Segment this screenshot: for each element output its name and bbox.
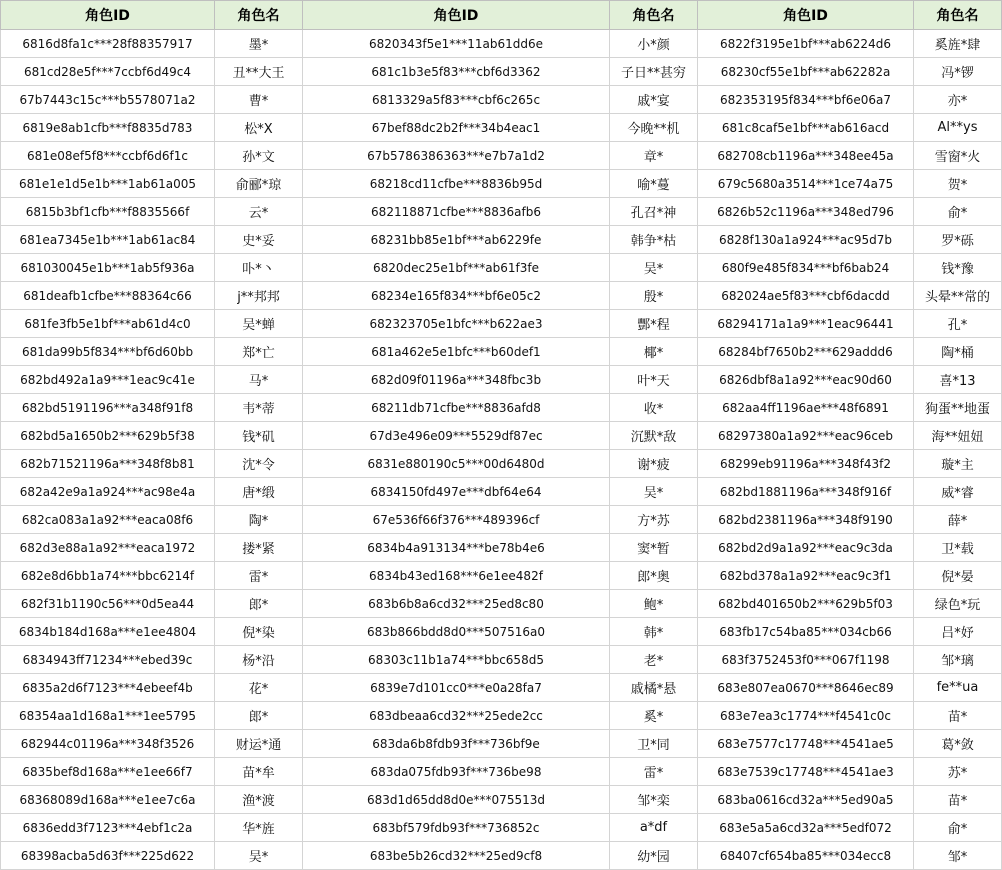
role-id-cell: 6834150fd497e***dbf64e64 [303, 478, 610, 506]
role-name-cell: 曹* [215, 86, 303, 114]
role-name-cell: 殷* [610, 282, 698, 310]
role-name-cell: 苗* [914, 702, 1002, 730]
role-id-cell: 682d09f01196a***348fbc3b [303, 366, 610, 394]
role-name-cell: 华*旌 [215, 814, 303, 842]
role-name-cell: 苗*牟 [215, 758, 303, 786]
role-name-cell: 冯*锣 [914, 58, 1002, 86]
role-id-cell: 680f9e485f834***bf6bab24 [698, 254, 914, 282]
table-row [1, 394, 1002, 422]
role-id-cell: 68234e165f834***bf6e05c2 [303, 282, 610, 310]
role-id-cell: 6834943ff71234***ebed39c [1, 646, 215, 674]
table-row [1, 562, 1002, 590]
header-role-name-2: 角色名 [610, 1, 698, 30]
role-name-cell: 奚* [610, 702, 698, 730]
table-row [1, 730, 1002, 758]
role-id-cell: 68299eb91196a***348f43f2 [698, 450, 914, 478]
role-name-cell: 钱*豫 [914, 254, 1002, 282]
role-id-cell: 681c1b3e5f83***cbf6d3362 [303, 58, 610, 86]
role-id-cell: 683d1d65dd8d0e***075513d [303, 786, 610, 814]
table-row [1, 590, 1002, 618]
role-name-cell: 贺* [914, 170, 1002, 198]
role-id-cell: 6836edd3f7123***4ebf1c2a [1, 814, 215, 842]
role-name-cell: 搂*紧 [215, 534, 303, 562]
role-id-cell: 67b7443c15c***b5578071a2 [1, 86, 215, 114]
role-id-cell: 682bd1881196a***348f916f [698, 478, 914, 506]
role-id-cell: 68230cf55e1bf***ab62282a [698, 58, 914, 86]
role-id-cell: 6834b184d168a***e1ee4804 [1, 618, 215, 646]
role-id-cell: 681030045e1b***1ab5f936a [1, 254, 215, 282]
role-id-cell: 68398acba5d63f***225d622 [1, 842, 215, 870]
role-id-cell: 6826b52c1196a***348ed796 [698, 198, 914, 226]
role-id-cell: 6828f130a1a924***ac95d7b [698, 226, 914, 254]
role-id-cell: 68303c11b1a74***bbc658d5 [303, 646, 610, 674]
role-id-cell: 683dbeaa6cd32***25ede2cc [303, 702, 610, 730]
table-row [1, 310, 1002, 338]
role-name-cell: 老* [610, 646, 698, 674]
table-row [1, 478, 1002, 506]
role-name-cell: 吕*妤 [914, 618, 1002, 646]
role-name-cell: 椰* [610, 338, 698, 366]
role-name-cell: 俞* [914, 814, 1002, 842]
role-id-cell: 683e7539c17748***4541ae3 [698, 758, 914, 786]
role-name-cell: a*df [610, 814, 698, 842]
role-name-cell: 史*妥 [215, 226, 303, 254]
role-name-cell: 卫*同 [610, 730, 698, 758]
role-name-cell: 卟*丶 [215, 254, 303, 282]
role-name-cell: 杨*沿 [215, 646, 303, 674]
role-name-cell: 罗*砾 [914, 226, 1002, 254]
header-role-id-3: 角色ID [698, 1, 914, 30]
header-role-name-1: 角色名 [215, 1, 303, 30]
table-row [1, 226, 1002, 254]
role-name-cell: 墨* [215, 30, 303, 58]
role-id-cell: 682024ae5f83***cbf6dacdd [698, 282, 914, 310]
role-name-cell: 邹*璃 [914, 646, 1002, 674]
role-name-cell: 韩争*枯 [610, 226, 698, 254]
role-id-cell: 68218cd11cfbe***8836b95d [303, 170, 610, 198]
role-id-cell: 682bd492a1a9***1eac9c41e [1, 366, 215, 394]
table-row [1, 170, 1002, 198]
table-row [1, 86, 1002, 114]
role-id-cell: 683f3752453f0***067f1198 [698, 646, 914, 674]
role-name-cell: 孔* [914, 310, 1002, 338]
role-id-cell: 6831e880190c5***00d6480d [303, 450, 610, 478]
role-name-cell: 陶* [215, 506, 303, 534]
role-id-cell: 6820dec25e1bf***ab61f3fe [303, 254, 610, 282]
table-row [1, 198, 1002, 226]
role-name-cell: 陶*桶 [914, 338, 1002, 366]
role-id-cell: 682e8d6bb1a74***bbc6214f [1, 562, 215, 590]
role-id-cell: 68407cf654ba85***034ecc8 [698, 842, 914, 870]
role-name-cell: 谢*疲 [610, 450, 698, 478]
table-row [1, 674, 1002, 702]
role-id-cell: 683b6b8a6cd32***25ed8c80 [303, 590, 610, 618]
header-row [1, 1, 1002, 30]
role-name-cell: 俞* [914, 198, 1002, 226]
role-id-cell: 683e5a5a6cd32a***5edf072 [698, 814, 914, 842]
role-name-cell: 璇*主 [914, 450, 1002, 478]
role-id-cell: 6820343f5e1***11ab61dd6e [303, 30, 610, 58]
role-id-cell: 68368089d168a***e1ee7c6a [1, 786, 215, 814]
table-row [1, 814, 1002, 842]
role-name-cell: 郎* [215, 590, 303, 618]
role-id-cell: 682708cb1196a***348ee45a [698, 142, 914, 170]
role-name-cell: 韩* [610, 618, 698, 646]
role-name-cell: 雷* [215, 562, 303, 590]
role-id-cell: 681fe3fb5e1bf***ab61d4c0 [1, 310, 215, 338]
role-name-cell: 收* [610, 394, 698, 422]
role-name-cell: 吴*蝉 [215, 310, 303, 338]
role-id-cell: 683bf579fdb93f***736852c [303, 814, 610, 842]
table-row [1, 338, 1002, 366]
role-name-cell: 唐*缎 [215, 478, 303, 506]
role-id-cell: 6835bef8d168a***e1ee66f7 [1, 758, 215, 786]
role-name-cell: j**邦邦 [215, 282, 303, 310]
role-id-cell: 68354aa1d168a1***1ee5795 [1, 702, 215, 730]
role-name-cell: 孔召*神 [610, 198, 698, 226]
role-name-cell: 花* [215, 674, 303, 702]
role-name-cell: Al**ys [914, 114, 1002, 142]
role-id-cell: 681c8caf5e1bf***ab616acd [698, 114, 914, 142]
table-row [1, 30, 1002, 58]
role-name-cell: 戚橘*悬 [610, 674, 698, 702]
role-id-cell: 6826dbf8a1a92***eac90d60 [698, 366, 914, 394]
role-name-cell: 丑**大王 [215, 58, 303, 86]
role-name-cell: 喻*蔓 [610, 170, 698, 198]
role-id-cell: 67e536f66f376***489396cf [303, 506, 610, 534]
role-name-cell: 邹*栾 [610, 786, 698, 814]
role-id-cell: 67d3e496e09***5529df87ec [303, 422, 610, 450]
table-row [1, 282, 1002, 310]
role-id-cell: 682bd2381196a***348f9190 [698, 506, 914, 534]
role-name-cell: 吴* [610, 254, 698, 282]
role-name-cell: 云* [215, 198, 303, 226]
role-name-cell: 酆*程 [610, 310, 698, 338]
role-id-cell: 67bef88dc2b2f***34b4eac1 [303, 114, 610, 142]
role-id-cell: 683e807ea0670***8646ec89 [698, 674, 914, 702]
role-name-cell: 吴* [610, 478, 698, 506]
role-id-cell: 68231bb85e1bf***ab6229fe [303, 226, 610, 254]
role-name-cell: 郎*奥 [610, 562, 698, 590]
role-name-cell: 渔*渡 [215, 786, 303, 814]
role-name-cell: 倪*晏 [914, 562, 1002, 590]
table-row [1, 618, 1002, 646]
role-name-cell: 威*睿 [914, 478, 1002, 506]
role-name-cell: 卫*载 [914, 534, 1002, 562]
role-name-cell: 方*苏 [610, 506, 698, 534]
role-name-cell: 绿色*玩 [914, 590, 1002, 618]
role-id-cell: 681a462e5e1bfc***b60def1 [303, 338, 610, 366]
role-name-cell: 薛* [914, 506, 1002, 534]
role-id-cell: 682f31b1190c56***0d5ea44 [1, 590, 215, 618]
role-name-cell: 戚*宴 [610, 86, 698, 114]
role-id-cell: 682bd378a1a92***eac9c3f1 [698, 562, 914, 590]
role-name-cell: 沈*令 [215, 450, 303, 478]
role-id-cell: 68284bf7650b2***629addd6 [698, 338, 914, 366]
role-id-cell: 6834b4a913134***be78b4e6 [303, 534, 610, 562]
role-name-cell: 财运*通 [215, 730, 303, 758]
table-row [1, 254, 1002, 282]
role-name-cell: 小*颜 [610, 30, 698, 58]
role-name-cell: 叶*天 [610, 366, 698, 394]
header-role-name-3: 角色名 [914, 1, 1002, 30]
table-body [1, 30, 1002, 870]
role-id-cell: 681e08ef5f8***ccbf6d6f1c [1, 142, 215, 170]
role-id-cell: 682d3e88a1a92***eaca1972 [1, 534, 215, 562]
role-id-cell: 681deafb1cfbe***88364c66 [1, 282, 215, 310]
role-id-cell: 6819e8ab1cfb***f8835d783 [1, 114, 215, 142]
role-name-cell: 倪*染 [215, 618, 303, 646]
role-name-cell: 海**妞妞 [914, 422, 1002, 450]
table-row [1, 114, 1002, 142]
table-row [1, 506, 1002, 534]
role-id-cell: 682ca083a1a92***eaca08f6 [1, 506, 215, 534]
role-name-cell: 奚旌*肆 [914, 30, 1002, 58]
table-row [1, 702, 1002, 730]
role-name-cell: 雪窗*火 [914, 142, 1002, 170]
role-name-cell: 葛*敛 [914, 730, 1002, 758]
role-id-cell: 6815b3bf1cfb***f8835566f [1, 198, 215, 226]
table-row [1, 58, 1002, 86]
role-id-cell: 682323705e1bfc***b622ae3 [303, 310, 610, 338]
role-name-cell: 鲍* [610, 590, 698, 618]
role-id-cell: 683da075fdb93f***736be98 [303, 758, 610, 786]
role-id-cell: 68211db71cfbe***8836afd8 [303, 394, 610, 422]
role-name-cell: 狗蛋**地蛋 [914, 394, 1002, 422]
role-name-cell: 苏* [914, 758, 1002, 786]
role-name-cell: 马* [215, 366, 303, 394]
role-id-cell: 681ea7345e1b***1ab61ac84 [1, 226, 215, 254]
role-name-cell: 吴* [215, 842, 303, 870]
role-id-cell: 682a42e9a1a924***ac98e4a [1, 478, 215, 506]
role-name-cell: 子日**甚穷 [610, 58, 698, 86]
role-name-cell: 窦*暂 [610, 534, 698, 562]
role-id-cell: 682b71521196a***348f8b81 [1, 450, 215, 478]
role-id-cell: 6813329a5f83***cbf6c265c [303, 86, 610, 114]
role-name-cell: 俞郦*琼 [215, 170, 303, 198]
role-name-cell: 郑*亡 [215, 338, 303, 366]
table-header [1, 1, 1002, 30]
role-name-cell: fe**ua [914, 674, 1002, 702]
role-name-cell: 苗* [914, 786, 1002, 814]
table-row [1, 646, 1002, 674]
role-name-cell: 喜*13 [914, 366, 1002, 394]
table-row [1, 842, 1002, 870]
role-name-cell: 今晚**机 [610, 114, 698, 142]
role-id-cell: 681e1e1d5e1b***1ab61a005 [1, 170, 215, 198]
table-row [1, 366, 1002, 394]
table-row [1, 534, 1002, 562]
table-row [1, 786, 1002, 814]
table-row [1, 422, 1002, 450]
role-id-cell: 6835a2d6f7123***4ebeef4b [1, 674, 215, 702]
table-row [1, 450, 1002, 478]
role-id-cell: 682aa4ff1196ae***48f6891 [698, 394, 914, 422]
role-name-cell: 章* [610, 142, 698, 170]
role-id-cell: 67b5786386363***e7b7a1d2 [303, 142, 610, 170]
role-name-cell: 亦* [914, 86, 1002, 114]
role-id-cell: 6822f3195e1bf***ab6224d6 [698, 30, 914, 58]
role-id-cell: 681da99b5f834***bf6d60bb [1, 338, 215, 366]
role-id-cell: 683ba0616cd32a***5ed90a5 [698, 786, 914, 814]
role-id-cell: 679c5680a3514***1ce74a75 [698, 170, 914, 198]
header-role-id-1: 角色ID [1, 1, 215, 30]
role-name-cell: 松*X [215, 114, 303, 142]
role-id-cell: 68297380a1a92***eac96ceb [698, 422, 914, 450]
role-id-cell: 682bd401650b2***629b5f03 [698, 590, 914, 618]
table-row [1, 142, 1002, 170]
role-id-cell: 68294171a1a9***1eac96441 [698, 310, 914, 338]
role-name-cell: 孙*文 [215, 142, 303, 170]
role-id-cell: 6816d8fa1c***28f88357917 [1, 30, 215, 58]
role-id-cell: 683be5b26cd32***25ed9cf8 [303, 842, 610, 870]
role-id-cell: 682bd5a1650b2***629b5f38 [1, 422, 215, 450]
role-name-cell: 韦*蒂 [215, 394, 303, 422]
role-name-cell: 沉默*敌 [610, 422, 698, 450]
role-id-cell: 683e7577c17748***4541ae5 [698, 730, 914, 758]
role-id-cell: 682bd5191196***a348f91f8 [1, 394, 215, 422]
role-id-cell: 683b866bdd8d0***507516a0 [303, 618, 610, 646]
role-id-cell: 6839e7d101cc0***e0a28fa7 [303, 674, 610, 702]
header-role-id-2: 角色ID [303, 1, 610, 30]
role-id-cell: 683fb17c54ba85***034cb66 [698, 618, 914, 646]
role-id-cell: 682944c01196a***348f3526 [1, 730, 215, 758]
role-id-cell: 682118871cfbe***8836afb6 [303, 198, 610, 226]
role-id-cell: 682353195f834***bf6e06a7 [698, 86, 914, 114]
role-name-cell: 郎* [215, 702, 303, 730]
role-id-cell: 6834b43ed168***6e1ee482f [303, 562, 610, 590]
table-row [1, 758, 1002, 786]
role-id-cell: 683da6b8fdb93f***736bf9e [303, 730, 610, 758]
role-id-cell: 683e7ea3c1774***f4541c0c [698, 702, 914, 730]
role-name-cell: 头晕**常的 [914, 282, 1002, 310]
role-name-cell: 幼*园 [610, 842, 698, 870]
role-name-cell: 邹* [914, 842, 1002, 870]
role-id-cell: 682bd2d9a1a92***eac9c3da [698, 534, 914, 562]
role-id-cell: 681cd28e5f***7ccbf6d49c4 [1, 58, 215, 86]
role-name-cell: 雷* [610, 758, 698, 786]
role-name-cell: 钱*矶 [215, 422, 303, 450]
